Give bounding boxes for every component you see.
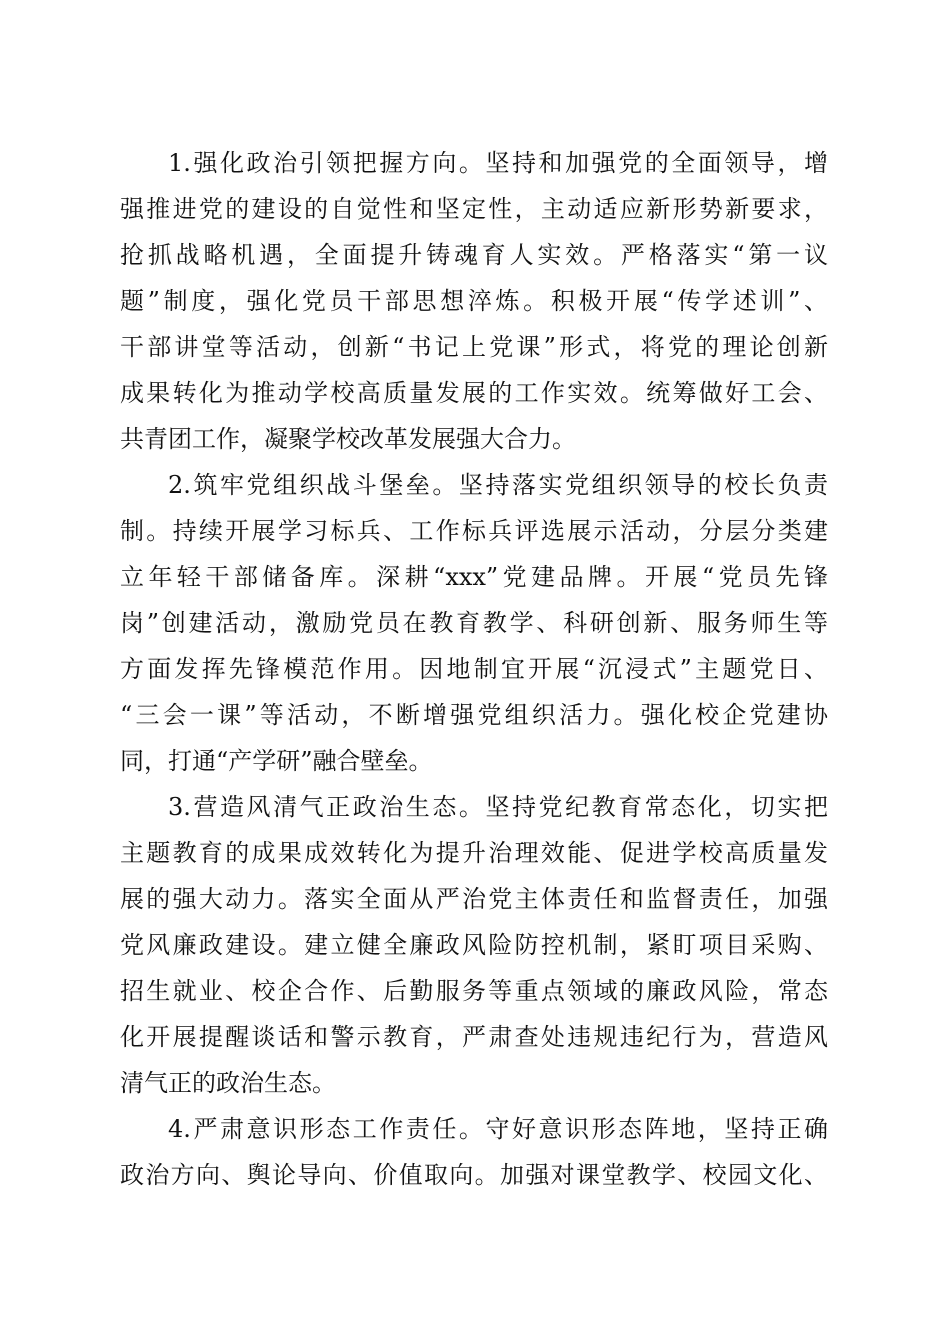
text-line: 化开展提醒谈话和警示教育，严肃查处违规违纪行为，营造风 [120,1023,828,1051]
paragraph-4 [120,1106,828,1198]
document-body [120,140,828,1198]
text-line: “三会一课”等活动，不断增强党组织活力。强化校企党建协 [120,701,828,729]
text-line: 清气正的政治生态。 [120,1069,336,1097]
text-line: 岗”创建活动，激励党员在教育教学、科研创新、服务师生等 [120,609,828,637]
paragraph-1 [120,140,828,462]
text-line: 同，打通“产学研”融合壁垒。 [120,747,433,775]
text-line: 抢抓战略机遇，全面提升铸魂育人实效。严格落实“第一议 [120,241,828,269]
text-line: 题”制度，强化党员干部思想淬炼。积极开展“传学述训”、 [120,287,828,315]
text-line: 政治方向、舆论导向、价值取向。加强对课堂教学、校园文化、 [120,1161,828,1189]
paragraph-2 [120,462,828,784]
text-line: 3.营造风清气正政治生态。坚持党纪教育常态化，切实把 [168,793,828,821]
text-line: 1.强化政治引领把握方向。坚持和加强党的全面领导，增 [168,149,828,177]
text-line: 4.严肃意识形态工作责任。守好意识形态阵地，坚持正确 [168,1115,828,1143]
text-line: 干部讲堂等活动，创新“书记上党课”形式，将党的理论创新 [120,333,828,361]
text-line: 立年轻干部储备库。深耕“xxx”党建品牌。开展“党员先锋 [120,563,828,591]
paragraph-3 [120,784,828,1106]
text-line: 共青团工作，凝聚学校改革发展强大合力。 [120,425,576,453]
text-line: 党风廉政建设。建立健全廉政风险防控机制，紧盯项目采购、 [120,931,828,959]
text-line: 展的强大动力。落实全面从严治党主体责任和监督责任，加强 [120,885,828,913]
text-line: 制。持续开展学习标兵、工作标兵评选展示活动，分层分类建 [120,517,828,545]
text-line: 成果转化为推动学校高质量发展的工作实效。统筹做好工会、 [120,379,828,407]
text-line: 主题教育的成果成效转化为提升治理效能、促进学校高质量发 [120,839,828,867]
text-line: 方面发挥先锋模范作用。因地制宜开展“沉浸式”主题党日、 [120,655,828,683]
text-line: 招生就业、校企合作、后勤服务等重点领域的廉政风险，常态 [120,977,828,1005]
text-line: 强推进党的建设的自觉性和坚定性，主动适应新形势新要求， [120,195,828,223]
text-line: 2.筑牢党组织战斗堡垒。坚持落实党组织领导的校长负责 [168,471,828,499]
